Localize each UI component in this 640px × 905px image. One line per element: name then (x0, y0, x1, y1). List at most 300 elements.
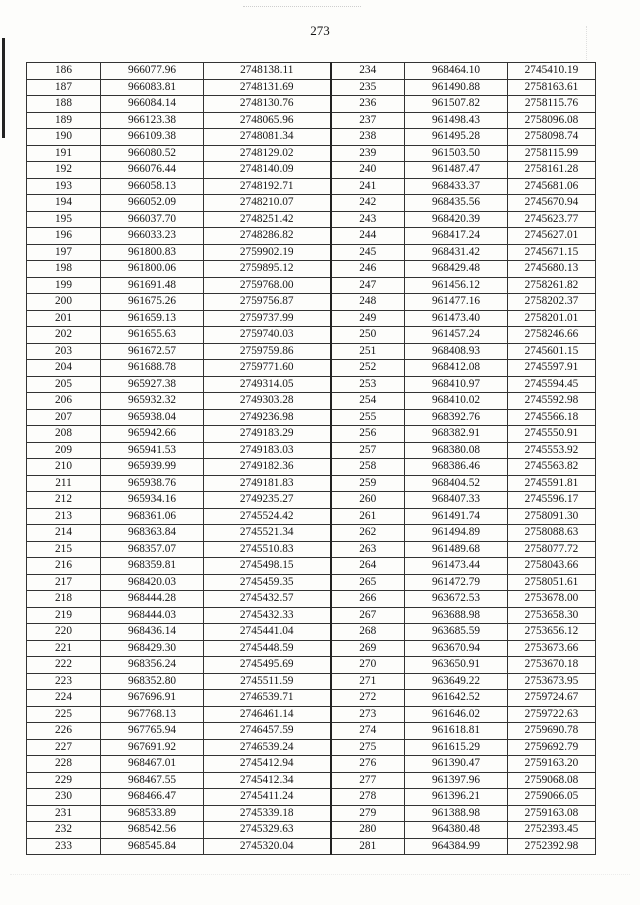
x-coordinate-cell: 968533.89 (101, 805, 204, 822)
point-number-cell: 235 (331, 79, 405, 96)
point-number-cell: 214 (27, 525, 101, 542)
y-coordinate-cell: 2758201.01 (508, 310, 596, 327)
table-row (27, 508, 596, 525)
point-number-cell: 236 (331, 96, 405, 113)
y-coordinate-cell: 2748131.69 (204, 79, 331, 96)
table-row (27, 442, 596, 459)
table-row (27, 211, 596, 228)
y-coordinate-cell: 2745550.91 (508, 426, 596, 443)
point-number-cell: 245 (331, 244, 405, 261)
x-coordinate-cell: 966037.70 (101, 211, 204, 228)
x-coordinate-cell: 967691.92 (101, 739, 204, 756)
coordinate-table-body (27, 63, 596, 855)
x-coordinate-cell: 966080.52 (101, 145, 204, 162)
point-number-cell: 199 (27, 277, 101, 294)
point-number-cell: 224 (27, 690, 101, 707)
point-number-cell: 191 (27, 145, 101, 162)
x-coordinate-cell: 968361.06 (101, 508, 204, 525)
x-coordinate-cell: 968359.81 (101, 558, 204, 575)
scan-artifact-bottom (10, 874, 630, 895)
x-coordinate-cell: 966077.96 (101, 63, 204, 80)
point-number-cell: 194 (27, 195, 101, 212)
point-number-cell: 250 (331, 327, 405, 344)
x-coordinate-cell: 965941.53 (101, 442, 204, 459)
y-coordinate-cell: 2758115.76 (508, 96, 596, 113)
x-coordinate-cell: 968380.08 (405, 442, 508, 459)
point-number-cell: 257 (331, 442, 405, 459)
table-row (27, 789, 596, 806)
point-number-cell: 240 (331, 162, 405, 179)
table-row (27, 822, 596, 839)
x-coordinate-cell: 961494.89 (405, 525, 508, 542)
x-coordinate-cell: 968408.93 (405, 343, 508, 360)
point-number-cell: 217 (27, 574, 101, 591)
y-coordinate-cell: 2749236.98 (204, 409, 331, 426)
y-coordinate-cell: 2749235.27 (204, 492, 331, 509)
y-coordinate-cell: 2758202.37 (508, 294, 596, 311)
x-coordinate-cell: 963650.91 (405, 657, 508, 674)
y-coordinate-cell: 2745498.15 (204, 558, 331, 575)
x-coordinate-cell: 961646.02 (405, 706, 508, 723)
y-coordinate-cell: 2745681.06 (508, 178, 596, 195)
y-coordinate-cell: 2749182.36 (204, 459, 331, 476)
point-number-cell: 223 (27, 673, 101, 690)
x-coordinate-cell: 964380.48 (405, 822, 508, 839)
point-number-cell: 201 (27, 310, 101, 327)
table-row (27, 838, 596, 855)
y-coordinate-cell: 2758077.72 (508, 541, 596, 558)
x-coordinate-cell: 965939.99 (101, 459, 204, 476)
y-coordinate-cell: 2745320.04 (204, 838, 331, 855)
point-number-cell: 208 (27, 426, 101, 443)
y-coordinate-cell: 2759722.63 (508, 706, 596, 723)
y-coordinate-cell: 2745680.13 (508, 261, 596, 278)
point-number-cell: 211 (27, 475, 101, 492)
table-row (27, 261, 596, 278)
y-coordinate-cell: 2745459.35 (204, 574, 331, 591)
table-row (27, 393, 596, 410)
x-coordinate-cell: 961655.63 (101, 327, 204, 344)
point-number-cell: 276 (331, 756, 405, 773)
x-coordinate-cell: 963670.94 (405, 640, 508, 657)
point-number-cell: 203 (27, 343, 101, 360)
x-coordinate-cell: 968466.47 (101, 789, 204, 806)
y-coordinate-cell: 2758163.61 (508, 79, 596, 96)
table-row (27, 294, 596, 311)
y-coordinate-cell: 2745329.63 (204, 822, 331, 839)
point-number-cell: 280 (331, 822, 405, 839)
point-number-cell: 256 (331, 426, 405, 443)
table-row (27, 723, 596, 740)
point-number-cell: 254 (331, 393, 405, 410)
point-number-cell: 255 (331, 409, 405, 426)
x-coordinate-cell: 968417.24 (405, 228, 508, 245)
y-coordinate-cell: 2758088.63 (508, 525, 596, 542)
y-coordinate-cell: 2753670.18 (508, 657, 596, 674)
point-number-cell: 186 (27, 63, 101, 80)
point-number-cell: 264 (331, 558, 405, 575)
table-row (27, 426, 596, 443)
x-coordinate-cell: 968467.01 (101, 756, 204, 773)
y-coordinate-cell: 2745412.94 (204, 756, 331, 773)
point-number-cell: 271 (331, 673, 405, 690)
point-number-cell: 246 (331, 261, 405, 278)
x-coordinate-cell: 964384.99 (405, 838, 508, 855)
y-coordinate-cell: 2758246.66 (508, 327, 596, 344)
y-coordinate-cell: 2759771.60 (204, 360, 331, 377)
x-coordinate-cell: 966109.38 (101, 129, 204, 146)
point-number-cell: 275 (331, 739, 405, 756)
x-coordinate-cell: 968444.03 (101, 607, 204, 624)
table-row (27, 492, 596, 509)
point-number-cell: 230 (27, 789, 101, 806)
y-coordinate-cell: 2746539.24 (204, 739, 331, 756)
point-number-cell: 215 (27, 541, 101, 558)
table-row (27, 162, 596, 179)
point-number-cell: 231 (27, 805, 101, 822)
table-row (27, 178, 596, 195)
x-coordinate-cell: 961397.96 (405, 772, 508, 789)
table-row (27, 607, 596, 624)
y-coordinate-cell: 2758096.08 (508, 112, 596, 129)
point-number-cell: 205 (27, 376, 101, 393)
y-coordinate-cell: 2759066.05 (508, 789, 596, 806)
y-coordinate-cell: 2746457.59 (204, 723, 331, 740)
point-number-cell: 229 (27, 772, 101, 789)
point-number-cell: 268 (331, 624, 405, 641)
y-coordinate-cell: 2749183.29 (204, 426, 331, 443)
table-row (27, 739, 596, 756)
point-number-cell: 213 (27, 508, 101, 525)
x-coordinate-cell: 961457.24 (405, 327, 508, 344)
point-number-cell: 253 (331, 376, 405, 393)
y-coordinate-cell: 2758091.30 (508, 508, 596, 525)
point-number-cell: 193 (27, 178, 101, 195)
point-number-cell: 219 (27, 607, 101, 624)
y-coordinate-cell: 2759902.19 (204, 244, 331, 261)
x-coordinate-cell: 961472.79 (405, 574, 508, 591)
table-row (27, 343, 596, 360)
x-coordinate-cell: 966083.81 (101, 79, 204, 96)
x-coordinate-cell: 968392.76 (405, 409, 508, 426)
table-row (27, 624, 596, 641)
point-number-cell: 192 (27, 162, 101, 179)
table-row (27, 63, 596, 80)
point-number-cell: 263 (331, 541, 405, 558)
table-row (27, 690, 596, 707)
x-coordinate-cell: 965938.04 (101, 409, 204, 426)
point-number-cell: 237 (331, 112, 405, 129)
y-coordinate-cell: 2752392.98 (508, 838, 596, 855)
point-number-cell: 281 (331, 838, 405, 855)
x-coordinate-cell: 961477.16 (405, 294, 508, 311)
x-coordinate-cell: 968429.48 (405, 261, 508, 278)
y-coordinate-cell: 2759724.67 (508, 690, 596, 707)
y-coordinate-cell: 2745597.91 (508, 360, 596, 377)
x-coordinate-cell: 961473.44 (405, 558, 508, 575)
x-coordinate-cell: 966033.23 (101, 228, 204, 245)
y-coordinate-cell: 2759690.78 (508, 723, 596, 740)
x-coordinate-cell: 968420.03 (101, 574, 204, 591)
x-coordinate-cell: 961507.82 (405, 96, 508, 113)
table-row (27, 129, 596, 146)
x-coordinate-cell: 966123.38 (101, 112, 204, 129)
point-number-cell: 218 (27, 591, 101, 608)
x-coordinate-cell: 968410.02 (405, 393, 508, 410)
x-coordinate-cell: 961503.50 (405, 145, 508, 162)
x-coordinate-cell: 961390.47 (405, 756, 508, 773)
table-row (27, 756, 596, 773)
point-number-cell: 270 (331, 657, 405, 674)
point-number-cell: 244 (331, 228, 405, 245)
table-row (27, 145, 596, 162)
table-row (27, 112, 596, 129)
point-number-cell: 252 (331, 360, 405, 377)
table-row (27, 541, 596, 558)
point-number-cell: 204 (27, 360, 101, 377)
point-number-cell: 225 (27, 706, 101, 723)
point-number-cell: 251 (331, 343, 405, 360)
y-coordinate-cell: 2748130.76 (204, 96, 331, 113)
y-coordinate-cell: 2749314.05 (204, 376, 331, 393)
x-coordinate-cell: 965938.76 (101, 475, 204, 492)
point-number-cell: 187 (27, 79, 101, 96)
y-coordinate-cell: 2745563.82 (508, 459, 596, 476)
table-row (27, 195, 596, 212)
x-coordinate-cell: 963649.22 (405, 673, 508, 690)
x-coordinate-cell: 967765.94 (101, 723, 204, 740)
x-coordinate-cell: 965932.32 (101, 393, 204, 410)
table-row (27, 244, 596, 261)
x-coordinate-cell: 961672.57 (101, 343, 204, 360)
table-row (27, 376, 596, 393)
x-coordinate-cell: 961675.26 (101, 294, 204, 311)
scan-artifact-top (243, 6, 361, 16)
point-number-cell: 232 (27, 822, 101, 839)
point-number-cell: 265 (331, 574, 405, 591)
point-number-cell: 234 (331, 63, 405, 80)
point-number-cell: 210 (27, 459, 101, 476)
x-coordinate-cell: 968386.46 (405, 459, 508, 476)
point-number-cell: 238 (331, 129, 405, 146)
y-coordinate-cell: 2759895.12 (204, 261, 331, 278)
x-coordinate-cell: 961489.68 (405, 541, 508, 558)
point-number-cell: 241 (331, 178, 405, 195)
y-coordinate-cell: 2745594.45 (508, 376, 596, 393)
x-coordinate-cell: 963688.98 (405, 607, 508, 624)
y-coordinate-cell: 2748140.09 (204, 162, 331, 179)
x-coordinate-cell: 966052.09 (101, 195, 204, 212)
y-coordinate-cell: 2758115.99 (508, 145, 596, 162)
point-number-cell: 233 (27, 838, 101, 855)
y-coordinate-cell: 2745339.18 (204, 805, 331, 822)
point-number-cell: 202 (27, 327, 101, 344)
point-number-cell: 228 (27, 756, 101, 773)
point-number-cell: 279 (331, 805, 405, 822)
x-coordinate-cell: 961498.43 (405, 112, 508, 129)
point-number-cell: 261 (331, 508, 405, 525)
y-coordinate-cell: 2748251.42 (204, 211, 331, 228)
table-row (27, 706, 596, 723)
table-row (27, 228, 596, 245)
y-coordinate-cell: 2745566.18 (508, 409, 596, 426)
y-coordinate-cell: 2759737.99 (204, 310, 331, 327)
y-coordinate-cell: 2748210.07 (204, 195, 331, 212)
point-number-cell: 197 (27, 244, 101, 261)
x-coordinate-cell: 968352.80 (101, 673, 204, 690)
table-row (27, 310, 596, 327)
x-coordinate-cell: 961491.74 (405, 508, 508, 525)
point-number-cell: 267 (331, 607, 405, 624)
table-row (27, 475, 596, 492)
y-coordinate-cell: 2745412.34 (204, 772, 331, 789)
point-number-cell: 260 (331, 492, 405, 509)
x-coordinate-cell: 961659.13 (101, 310, 204, 327)
y-coordinate-cell: 2753673.66 (508, 640, 596, 657)
y-coordinate-cell: 2745448.59 (204, 640, 331, 657)
table-row (27, 574, 596, 591)
table-row (27, 459, 596, 476)
y-coordinate-cell: 2745524.42 (204, 508, 331, 525)
coordinate-table (26, 62, 596, 855)
table-row (27, 640, 596, 657)
y-coordinate-cell: 2759740.03 (204, 327, 331, 344)
x-coordinate-cell: 961615.29 (405, 739, 508, 756)
y-coordinate-cell: 2753656.12 (508, 624, 596, 641)
point-number-cell: 242 (331, 195, 405, 212)
x-coordinate-cell: 961642.52 (405, 690, 508, 707)
table-row (27, 591, 596, 608)
table-row (27, 673, 596, 690)
y-coordinate-cell: 2759163.08 (508, 805, 596, 822)
x-coordinate-cell: 967768.13 (101, 706, 204, 723)
y-coordinate-cell: 2745432.33 (204, 607, 331, 624)
y-coordinate-cell: 2758161.28 (508, 162, 596, 179)
point-number-cell: 221 (27, 640, 101, 657)
y-coordinate-cell: 2745410.19 (508, 63, 596, 80)
table-row (27, 327, 596, 344)
x-coordinate-cell: 968357.07 (101, 541, 204, 558)
x-coordinate-cell: 966076.44 (101, 162, 204, 179)
point-number-cell: 247 (331, 277, 405, 294)
x-coordinate-cell: 968431.42 (405, 244, 508, 261)
x-coordinate-cell: 968433.37 (405, 178, 508, 195)
x-coordinate-cell: 968382.91 (405, 426, 508, 443)
x-coordinate-cell: 967696.91 (101, 690, 204, 707)
y-coordinate-cell: 2748065.96 (204, 112, 331, 129)
table-row (27, 277, 596, 294)
y-coordinate-cell: 2745670.94 (508, 195, 596, 212)
y-coordinate-cell: 2749183.03 (204, 442, 331, 459)
point-number-cell: 212 (27, 492, 101, 509)
x-coordinate-cell: 968410.97 (405, 376, 508, 393)
y-coordinate-cell: 2745591.81 (508, 475, 596, 492)
y-coordinate-cell: 2746461.14 (204, 706, 331, 723)
point-number-cell: 195 (27, 211, 101, 228)
y-coordinate-cell: 2745623.77 (508, 211, 596, 228)
y-coordinate-cell: 2759163.20 (508, 756, 596, 773)
point-number-cell: 272 (331, 690, 405, 707)
y-coordinate-cell: 2759756.87 (204, 294, 331, 311)
y-coordinate-cell: 2745671.15 (508, 244, 596, 261)
y-coordinate-cell: 2753673.95 (508, 673, 596, 690)
point-number-cell: 266 (331, 591, 405, 608)
x-coordinate-cell: 961490.88 (405, 79, 508, 96)
y-coordinate-cell: 2748192.71 (204, 178, 331, 195)
y-coordinate-cell: 2745432.57 (204, 591, 331, 608)
x-coordinate-cell: 963672.53 (405, 591, 508, 608)
y-coordinate-cell: 2753658.30 (508, 607, 596, 624)
y-coordinate-cell: 2748138.11 (204, 63, 331, 80)
point-number-cell: 190 (27, 129, 101, 146)
point-number-cell: 278 (331, 789, 405, 806)
y-coordinate-cell: 2748129.02 (204, 145, 331, 162)
x-coordinate-cell: 968435.56 (405, 195, 508, 212)
y-coordinate-cell: 2746539.71 (204, 690, 331, 707)
y-coordinate-cell: 2758098.74 (508, 129, 596, 146)
y-coordinate-cell: 2745592.98 (508, 393, 596, 410)
y-coordinate-cell: 2759692.79 (508, 739, 596, 756)
y-coordinate-cell: 2758043.66 (508, 558, 596, 575)
x-coordinate-cell: 968444.28 (101, 591, 204, 608)
y-coordinate-cell: 2745601.15 (508, 343, 596, 360)
x-coordinate-cell: 961456.12 (405, 277, 508, 294)
y-coordinate-cell: 2745553.92 (508, 442, 596, 459)
point-number-cell: 258 (331, 459, 405, 476)
y-coordinate-cell: 2745510.83 (204, 541, 331, 558)
point-number-cell: 273 (331, 706, 405, 723)
y-coordinate-cell: 2749181.83 (204, 475, 331, 492)
x-coordinate-cell: 968429.30 (101, 640, 204, 657)
y-coordinate-cell: 2748286.82 (204, 228, 331, 245)
x-coordinate-cell: 968363.84 (101, 525, 204, 542)
y-coordinate-cell: 2759068.08 (508, 772, 596, 789)
x-coordinate-cell: 968404.52 (405, 475, 508, 492)
point-number-cell: 248 (331, 294, 405, 311)
y-coordinate-cell: 2758051.61 (508, 574, 596, 591)
x-coordinate-cell: 961691.48 (101, 277, 204, 294)
x-coordinate-cell: 961388.98 (405, 805, 508, 822)
x-coordinate-cell: 968412.08 (405, 360, 508, 377)
y-coordinate-cell: 2745521.34 (204, 525, 331, 542)
x-coordinate-cell: 968467.55 (101, 772, 204, 789)
table-row (27, 360, 596, 377)
table-row (27, 96, 596, 113)
point-number-cell: 222 (27, 657, 101, 674)
y-coordinate-cell: 2758261.82 (508, 277, 596, 294)
x-coordinate-cell: 968407.33 (405, 492, 508, 509)
point-number-cell: 277 (331, 772, 405, 789)
point-number-cell: 209 (27, 442, 101, 459)
x-coordinate-cell: 966084.14 (101, 96, 204, 113)
x-coordinate-cell: 965934.16 (101, 492, 204, 509)
y-coordinate-cell: 2753678.00 (508, 591, 596, 608)
y-coordinate-cell: 2752393.45 (508, 822, 596, 839)
x-coordinate-cell: 963685.59 (405, 624, 508, 641)
point-number-cell: 259 (331, 475, 405, 492)
table-row (27, 525, 596, 542)
table-row (27, 79, 596, 96)
table-row (27, 409, 596, 426)
point-number-cell: 243 (331, 211, 405, 228)
y-coordinate-cell: 2745596.17 (508, 492, 596, 509)
y-coordinate-cell: 2759768.00 (204, 277, 331, 294)
table-row (27, 558, 596, 575)
x-coordinate-cell: 968436.14 (101, 624, 204, 641)
point-number-cell: 227 (27, 739, 101, 756)
point-number-cell: 207 (27, 409, 101, 426)
point-number-cell: 220 (27, 624, 101, 641)
